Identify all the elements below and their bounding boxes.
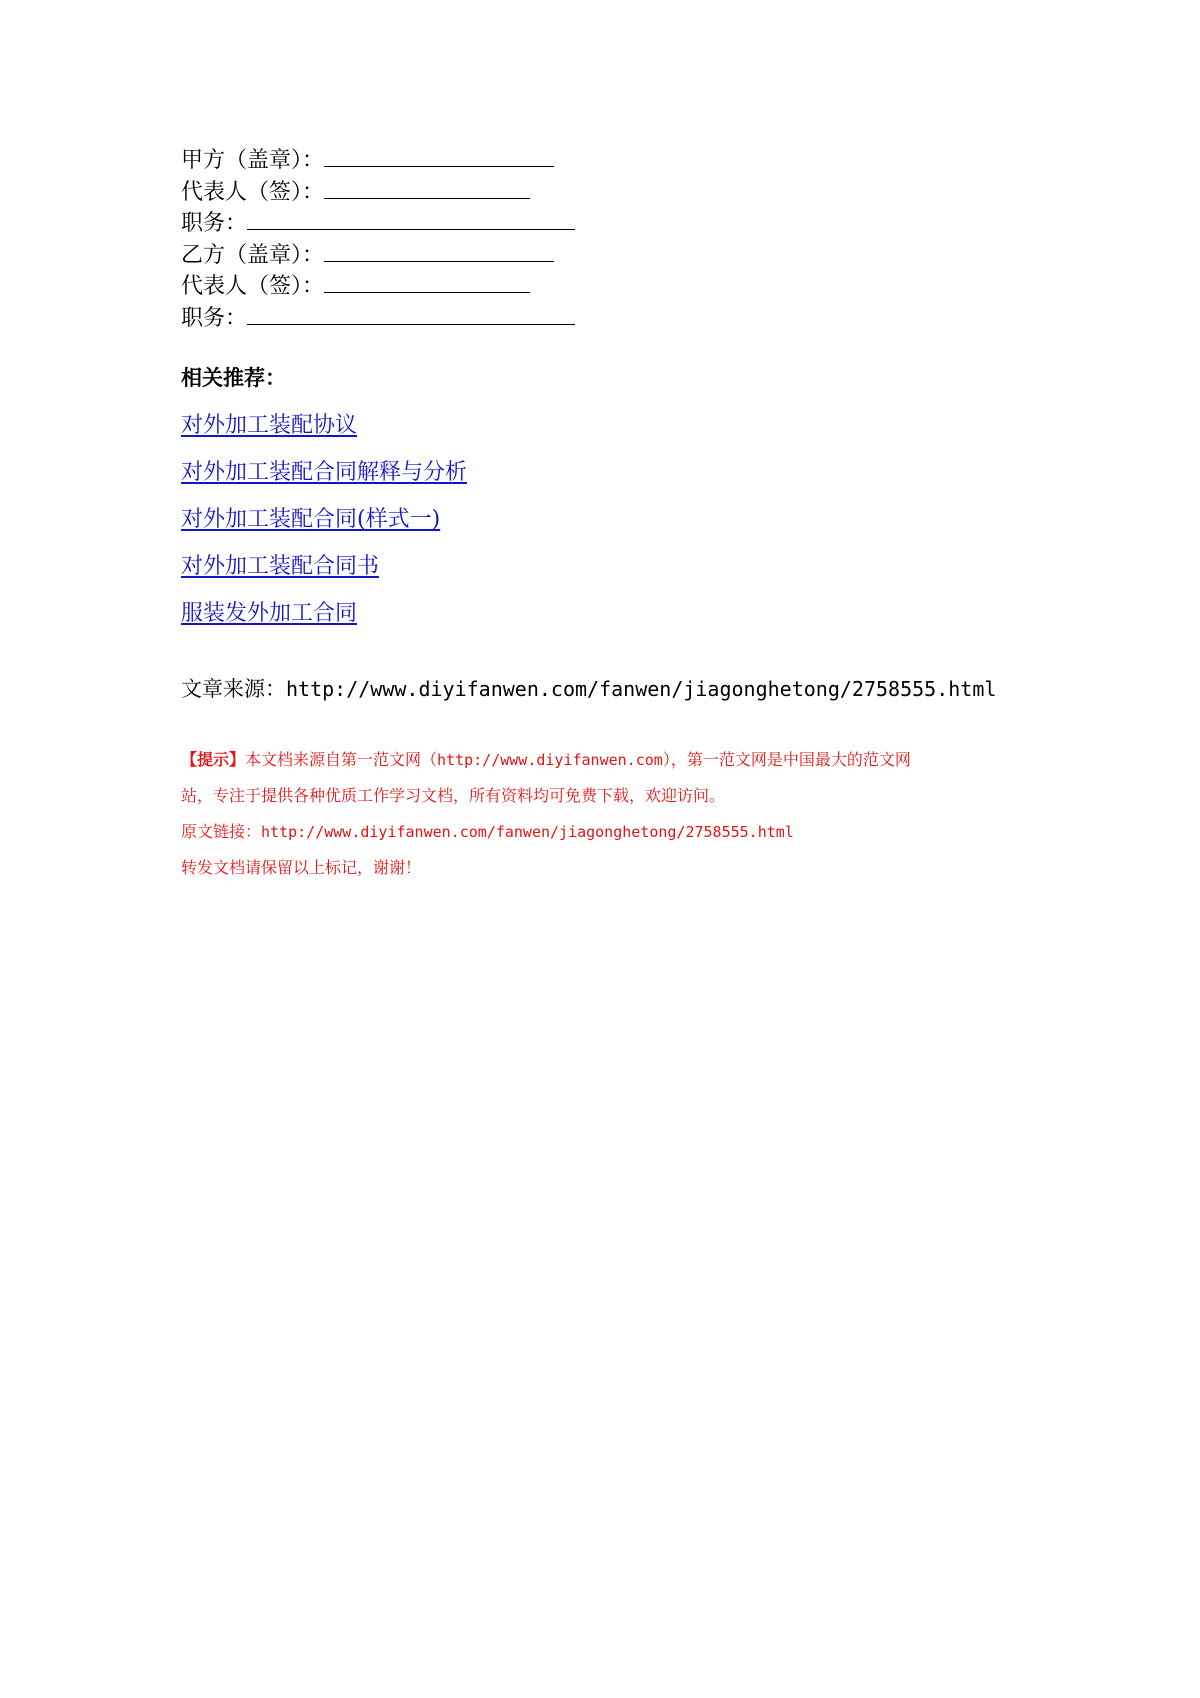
source-url: http://www.diyifanwen.com/fanwen/jiagonghetong/2758555.html — [286, 677, 997, 701]
original-link-url: http://www.diyifanwen.com/fanwen/jiagonghetong/2758555.html — [261, 823, 794, 841]
notice-text-a: 本文档来源自第一范文网（ — [245, 750, 438, 769]
notice-line-3 — [181, 820, 1001, 856]
notice-block — [181, 748, 1001, 892]
related-link-2[interactable]: 对外加工装配合同解释与分析 — [181, 460, 468, 485]
party-b-rep-blank — [324, 274, 530, 293]
party-b-title-blank — [247, 306, 575, 325]
related-links-list — [181, 410, 467, 645]
notice-line-1 — [181, 748, 1001, 784]
related-link-1[interactable]: 对外加工装配协议 — [181, 413, 358, 438]
list-item — [181, 504, 467, 551]
list-item — [181, 410, 467, 457]
party-b-seal-blank — [324, 243, 554, 262]
related-heading: 相关推荐： — [181, 366, 286, 390]
party-a-rep-label: 代表人（签）： — [181, 179, 325, 205]
party-a-seal-line — [181, 145, 575, 177]
list-item — [181, 457, 467, 504]
signature-block — [181, 145, 575, 335]
list-item — [181, 551, 467, 598]
original-link-label: 原文链接： — [181, 822, 262, 841]
notice-site-url: http://www.diyifanwen.com — [437, 751, 663, 769]
party-a-seal-label: 甲方（盖章）： — [181, 148, 325, 173]
party-a-title-blank — [247, 211, 575, 230]
related-link-5[interactable]: 服装发外加工合同 — [181, 601, 358, 626]
notice-tag: 【提示】 — [181, 750, 246, 769]
party-a-rep-line — [181, 177, 575, 209]
related-link-4[interactable]: 对外加工装配合同书 — [181, 554, 380, 579]
party-b-title-line — [181, 303, 575, 335]
article-source — [181, 673, 996, 705]
party-b-rep-line — [181, 271, 575, 303]
party-a-title-label: 职务： — [181, 211, 248, 237]
source-label: 文章来源： — [181, 677, 286, 701]
party-b-seal-line — [181, 240, 575, 272]
party-b-rep-label: 代表人（签）： — [181, 274, 325, 300]
notice-line-4: 转发文档请保留以上标记，谢谢！ — [181, 858, 422, 877]
party-a-title-line — [181, 208, 575, 240]
party-a-rep-blank — [324, 180, 530, 199]
notice-line-2: 站，专注于提供各种优质工作学习文档，所有资料均可免费下载，欢迎访问。 — [181, 786, 726, 805]
party-b-seal-label: 乙方（盖章）： — [181, 242, 325, 268]
list-item — [181, 598, 467, 645]
party-a-seal-blank — [324, 148, 554, 167]
party-b-title-label: 职务： — [181, 305, 248, 331]
related-link-3[interactable]: 对外加工装配合同(样式一) — [181, 507, 441, 532]
notice-text-b: ），第一范文网是中国最大的范文网 — [662, 750, 911, 769]
